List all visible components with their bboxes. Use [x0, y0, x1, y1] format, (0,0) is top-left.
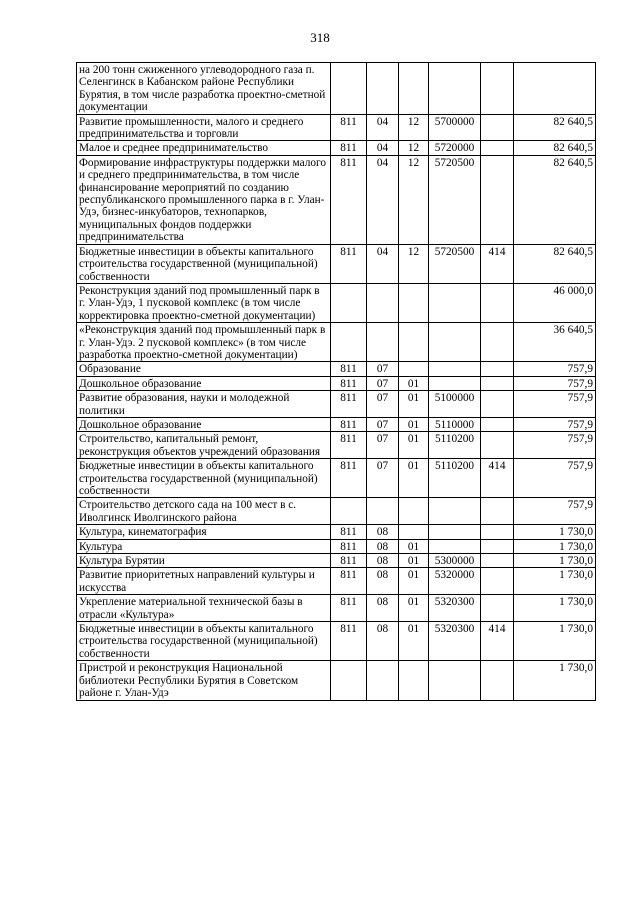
row-expense-type-cell	[481, 595, 514, 622]
row-expense-type-cell	[481, 155, 514, 244]
row-expense-type-cell	[481, 417, 514, 431]
row-subsection-cell: 01	[399, 417, 429, 431]
row-name-cell: на 200 тонн сжиженного углеводородного газа п. Селенгинск в Кабанском районе Республики Бурятия, в том числе разработка проектно-сметной документации	[77, 63, 331, 115]
row-section-cell	[367, 498, 399, 525]
row-section-cell: 04	[367, 114, 399, 141]
table-row	[77, 63, 596, 115]
row-gr-code-cell: 811	[331, 622, 367, 661]
row-gr-code-cell	[331, 498, 367, 525]
table-row	[77, 376, 596, 390]
table-row	[77, 417, 596, 431]
row-subsection-cell: 01	[399, 376, 429, 390]
table-row	[77, 323, 596, 362]
table-row	[77, 554, 596, 568]
row-gr-code-cell: 811	[331, 539, 367, 553]
row-target-article-cell	[429, 283, 481, 322]
budget-table	[76, 62, 596, 701]
row-amount-cell: 757,9	[514, 417, 596, 431]
row-amount-cell: 1 730,0	[514, 595, 596, 622]
row-gr-code-cell: 811	[331, 432, 367, 459]
row-section-cell: 08	[367, 525, 399, 539]
table-row	[77, 141, 596, 155]
row-gr-code-cell	[331, 323, 367, 362]
row-expense-type-cell: 414	[481, 244, 514, 283]
row-expense-type-cell	[481, 391, 514, 418]
row-amount-cell: 757,9	[514, 432, 596, 459]
row-target-article-cell: 5100000	[429, 391, 481, 418]
row-section-cell: 04	[367, 244, 399, 283]
row-subsection-cell: 01	[399, 595, 429, 622]
row-subsection-cell: 01	[399, 459, 429, 498]
row-expense-type-cell	[481, 498, 514, 525]
table-row	[77, 525, 596, 539]
row-gr-code-cell: 811	[331, 114, 367, 141]
row-gr-code-cell: 811	[331, 595, 367, 622]
row-target-article-cell: 5300000	[429, 554, 481, 568]
row-target-article-cell	[429, 63, 481, 115]
row-name-cell: Строительство, капитальный ремонт, реконструкция объектов учреждений образования	[77, 432, 331, 459]
row-amount-cell: 757,9	[514, 391, 596, 418]
row-amount-cell: 757,9	[514, 362, 596, 376]
row-amount-cell: 36 640,5	[514, 323, 596, 362]
row-target-article-cell: 5110200	[429, 432, 481, 459]
row-name-cell: Реконструкция зданий под промышленный парк в г. Улан-Удэ, 1 пусковой комплекс (в том числе корректировка проектно-сметной документации)	[77, 283, 331, 322]
row-subsection-cell: 01	[399, 568, 429, 595]
row-subsection-cell: 12	[399, 114, 429, 141]
row-expense-type-cell	[481, 568, 514, 595]
row-gr-code-cell: 811	[331, 362, 367, 376]
row-amount-cell: 757,9	[514, 459, 596, 498]
row-subsection-cell: 01	[399, 432, 429, 459]
row-subsection-cell	[399, 283, 429, 322]
row-amount-cell: 757,9	[514, 376, 596, 390]
row-amount-cell: 82 640,5	[514, 114, 596, 141]
row-name-cell: Культура Бурятии	[77, 554, 331, 568]
row-subsection-cell: 01	[399, 554, 429, 568]
row-amount-cell: 1 730,0	[514, 554, 596, 568]
row-subsection-cell: 12	[399, 244, 429, 283]
row-section-cell: 08	[367, 554, 399, 568]
row-name-cell: «Реконструкция зданий под промышленный парк в г. Улан-Удэ. 2 пусковой комплекс» (в том числе разработка проектно-сметной документации)	[77, 323, 331, 362]
row-expense-type-cell: 414	[481, 622, 514, 661]
row-section-cell: 07	[367, 432, 399, 459]
row-target-article-cell: 5320300	[429, 595, 481, 622]
row-section-cell	[367, 63, 399, 115]
row-subsection-cell: 01	[399, 391, 429, 418]
row-name-cell: Развитие промышленности, малого и среднего предпринимательства и торговли	[77, 114, 331, 141]
row-subsection-cell	[399, 498, 429, 525]
table-row	[77, 283, 596, 322]
row-name-cell: Малое и среднее предпринимательство	[77, 141, 331, 155]
row-gr-code-cell: 811	[331, 525, 367, 539]
table-row	[77, 539, 596, 553]
row-subsection-cell: 12	[399, 155, 429, 244]
row-gr-code-cell	[331, 661, 367, 700]
row-target-article-cell: 5700000	[429, 114, 481, 141]
table-row	[77, 155, 596, 244]
row-target-article-cell	[429, 362, 481, 376]
row-section-cell: 08	[367, 568, 399, 595]
row-target-article-cell	[429, 661, 481, 700]
row-section-cell	[367, 283, 399, 322]
table-row	[77, 391, 596, 418]
row-name-cell: Культура, кинематография	[77, 525, 331, 539]
row-name-cell: Дошкольное образование	[77, 376, 331, 390]
row-section-cell: 07	[367, 391, 399, 418]
row-subsection-cell	[399, 323, 429, 362]
row-amount-cell: 82 640,5	[514, 244, 596, 283]
row-amount-cell	[514, 63, 596, 115]
row-expense-type-cell	[481, 539, 514, 553]
row-name-cell: Бюджетные инвестиции в объекты капитального строительства государственной (муниципальной) собственности	[77, 459, 331, 498]
row-target-article-cell	[429, 376, 481, 390]
row-name-cell: Развитие образования, науки и молодежной политики	[77, 391, 331, 418]
row-section-cell: 04	[367, 155, 399, 244]
row-expense-type-cell	[481, 661, 514, 700]
row-section-cell: 07	[367, 459, 399, 498]
row-name-cell: Культура	[77, 539, 331, 553]
row-subsection-cell	[399, 63, 429, 115]
row-section-cell: 04	[367, 141, 399, 155]
row-expense-type-cell	[481, 141, 514, 155]
row-expense-type-cell	[481, 323, 514, 362]
row-amount-cell: 1 730,0	[514, 539, 596, 553]
row-subsection-cell: 01	[399, 539, 429, 553]
row-target-article-cell: 5720500	[429, 244, 481, 283]
table-row	[77, 362, 596, 376]
table-row	[77, 595, 596, 622]
row-section-cell: 07	[367, 362, 399, 376]
table-row	[77, 114, 596, 141]
row-amount-cell: 1 730,0	[514, 661, 596, 700]
row-gr-code-cell: 811	[331, 141, 367, 155]
row-name-cell: Строительство детского сада на 100 мест в с. Иволгинск Иволгинского района	[77, 498, 331, 525]
row-section-cell: 08	[367, 595, 399, 622]
row-expense-type-cell	[481, 114, 514, 141]
row-subsection-cell	[399, 661, 429, 700]
row-gr-code-cell: 811	[331, 155, 367, 244]
table-row	[77, 622, 596, 661]
row-gr-code-cell: 811	[331, 459, 367, 498]
row-amount-cell: 82 640,5	[514, 155, 596, 244]
row-gr-code-cell: 811	[331, 417, 367, 431]
row-section-cell: 07	[367, 417, 399, 431]
row-target-article-cell	[429, 539, 481, 553]
row-name-cell: Укрепление материальной технической базы в отрасли «Культура»	[77, 595, 331, 622]
row-section-cell: 08	[367, 539, 399, 553]
row-gr-code-cell: 811	[331, 391, 367, 418]
row-target-article-cell: 5110200	[429, 459, 481, 498]
row-gr-code-cell: 811	[331, 244, 367, 283]
row-gr-code-cell	[331, 63, 367, 115]
table-row	[77, 498, 596, 525]
page-number: 318	[310, 30, 330, 45]
row-gr-code-cell	[331, 283, 367, 322]
row-subsection-cell	[399, 362, 429, 376]
row-section-cell	[367, 323, 399, 362]
row-target-article-cell: 5720000	[429, 141, 481, 155]
row-name-cell: Формирование инфраструктуры поддержки малого и среднего предпринимательства, в том числе финансирование мероприятий по созданию республиканского промышленного парка в г. Улан-Удэ, бизнес-инкубаторов, технопарков, муниципальных фондов поддержки предпринимательства	[77, 155, 331, 244]
row-expense-type-cell	[481, 283, 514, 322]
table-row	[77, 568, 596, 595]
row-subsection-cell: 12	[399, 141, 429, 155]
budget-table-body	[77, 63, 596, 701]
row-amount-cell: 1 730,0	[514, 568, 596, 595]
row-name-cell: Бюджетные инвестиции в объекты капитального строительства государственной (муниципальной) собственности	[77, 622, 331, 661]
row-name-cell: Дошкольное образование	[77, 417, 331, 431]
row-expense-type-cell	[481, 362, 514, 376]
row-amount-cell: 757,9	[514, 498, 596, 525]
row-amount-cell: 1 730,0	[514, 622, 596, 661]
row-amount-cell: 1 730,0	[514, 525, 596, 539]
row-section-cell	[367, 661, 399, 700]
row-subsection-cell	[399, 525, 429, 539]
row-expense-type-cell	[481, 554, 514, 568]
row-gr-code-cell: 811	[331, 376, 367, 390]
row-gr-code-cell: 811	[331, 568, 367, 595]
row-name-cell: Бюджетные инвестиции в объекты капитального строительства государственной (муниципальной) собственности	[77, 244, 331, 283]
row-name-cell: Образование	[77, 362, 331, 376]
table-row	[77, 244, 596, 283]
row-expense-type-cell	[481, 525, 514, 539]
table-row	[77, 661, 596, 700]
row-amount-cell: 82 640,5	[514, 141, 596, 155]
row-target-article-cell: 5720500	[429, 155, 481, 244]
row-expense-type-cell	[481, 376, 514, 390]
row-amount-cell: 46 000,0	[514, 283, 596, 322]
table-row	[77, 459, 596, 498]
row-name-cell: Пристрой и реконструкция Национальной библиотеки Республики Бурятия в Советском районе г. Улан-Удэ	[77, 661, 331, 700]
row-gr-code-cell: 811	[331, 554, 367, 568]
row-target-article-cell: 5320000	[429, 568, 481, 595]
row-target-article-cell	[429, 498, 481, 525]
row-expense-type-cell	[481, 432, 514, 459]
row-name-cell: Развитие приоритетных направлений культуры и искусства	[77, 568, 331, 595]
row-expense-type-cell	[481, 63, 514, 115]
row-target-article-cell: 5320300	[429, 622, 481, 661]
row-target-article-cell	[429, 525, 481, 539]
row-section-cell: 08	[367, 622, 399, 661]
row-expense-type-cell: 414	[481, 459, 514, 498]
row-target-article-cell	[429, 323, 481, 362]
row-section-cell: 07	[367, 376, 399, 390]
table-row	[77, 432, 596, 459]
row-subsection-cell: 01	[399, 622, 429, 661]
row-target-article-cell: 5110000	[429, 417, 481, 431]
